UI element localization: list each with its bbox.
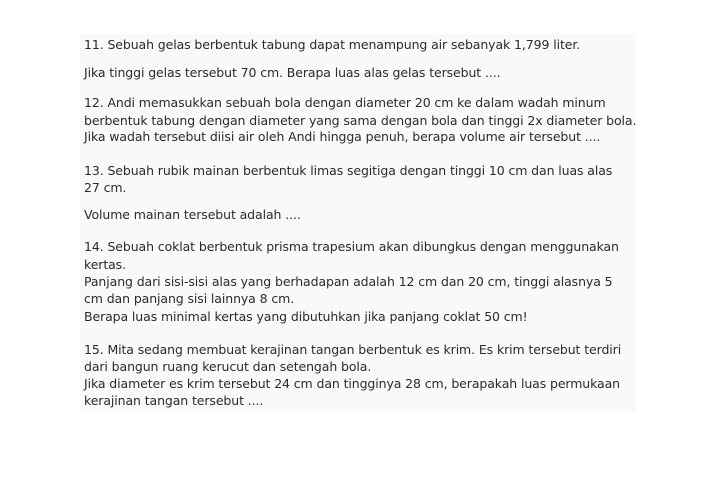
question-12-line-2: berbentuk tabung dengan diameter yang sama dengan bola dan tinggi 2x diameter bola.: [84, 113, 637, 128]
question-15-line-2: dari bangun ruang kerucut dan setengah bola.: [84, 359, 372, 374]
question-14-line-2: kertas.: [84, 257, 126, 272]
question-13-line-2: 27 cm.: [84, 180, 127, 195]
question-15-line-3: Jika diameter es krim tersebut 24 cm dan tingginya 28 cm, berapakah luas permukaan: [84, 376, 620, 391]
question-11-line-2: Jika tinggi gelas tersebut 70 cm. Berapa luas alas gelas tersebut ....: [84, 65, 501, 80]
question-11-line-1: 11. Sebuah gelas berbentuk tabung dapat menampung air sebanyak 1,799 liter.: [84, 37, 581, 52]
question-15-line-1: 15. Mita sedang membuat kerajinan tangan berbentuk es krim. Es krim tersebut terdiri: [84, 342, 622, 357]
question-14-line-1: 14. Sebuah coklat berbentuk prisma trapesium akan dibungkus dengan menggunakan: [84, 239, 619, 254]
question-14-line-4: cm dan panjang sisi lainnya 8 cm.: [84, 291, 295, 306]
question-12-line-1: 12. Andi memasukkan sebuah bola dengan diameter 20 cm ke dalam wadah minum: [84, 95, 606, 110]
question-14-line-3: Panjang dari sisi-sisi alas yang berhadapan adalah 12 cm dan 20 cm, tinggi alasnya 5: [84, 274, 613, 289]
question-14-line-5: Berapa luas minimal kertas yang dibutuhkan jika panjang coklat 50 cm!: [84, 309, 528, 324]
question-13-line-1: 13. Sebuah rubik mainan berbentuk limas segitiga dengan tinggi 10 cm dan luas alas: [84, 163, 613, 178]
question-12-line-3: Jika wadah tersebut diisi air oleh Andi hingga penuh, berapa volume air tersebut ....: [84, 129, 601, 144]
question-13-line-3: Volume mainan tersebut adalah ....: [84, 207, 301, 222]
question-15-line-4: kerajinan tangan tersebut ....: [84, 393, 264, 408]
